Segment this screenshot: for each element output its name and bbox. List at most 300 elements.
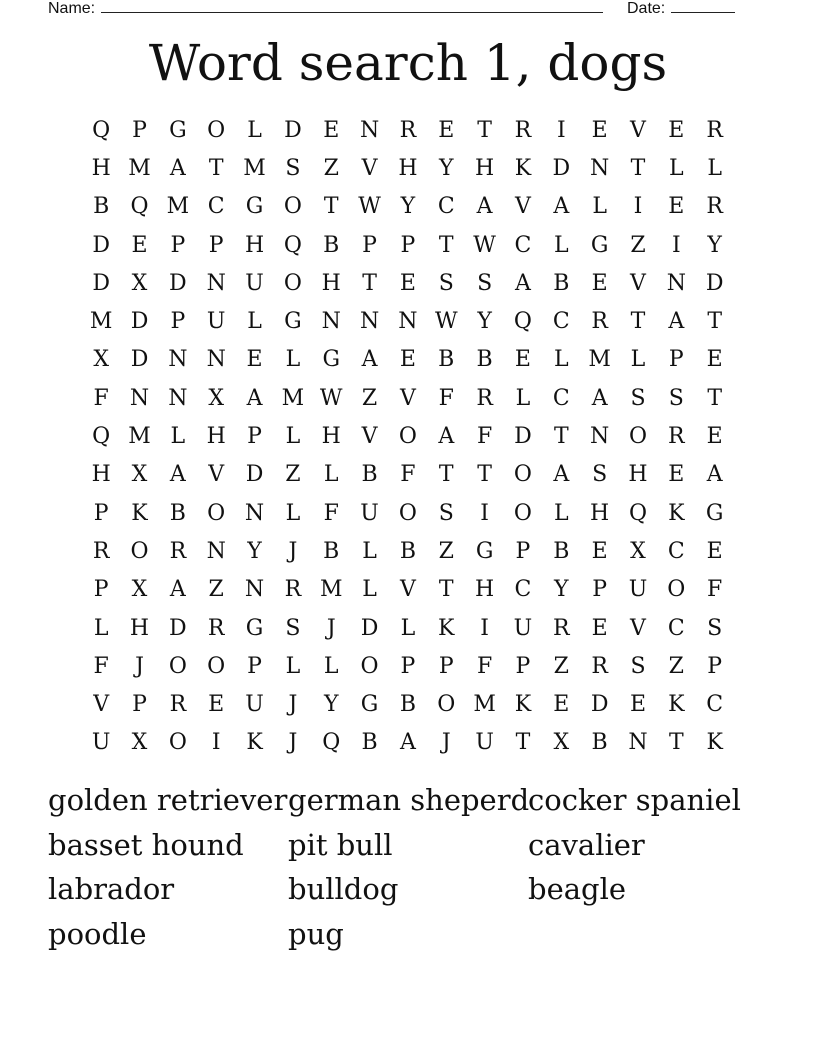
date-label: Date: — [627, 0, 666, 17]
grid-letter: A — [438, 424, 455, 450]
grid-letter: I — [211, 730, 221, 756]
grid-letter: G — [705, 500, 724, 526]
grid-letter: T — [707, 309, 723, 335]
grid-letter: F — [476, 424, 493, 450]
grid-letter: E — [706, 538, 723, 564]
grid-letter: V — [630, 117, 646, 143]
grid-letter: Q — [92, 424, 111, 450]
grid-letter: P — [247, 653, 262, 679]
grid-letter: U — [628, 577, 648, 603]
grid-letter: E — [131, 232, 148, 258]
grid-letter: Z — [630, 232, 646, 258]
name-label: Name: — [48, 0, 96, 17]
grid-letter: H — [590, 500, 610, 526]
grid-letter: R — [514, 117, 532, 143]
grid-letter: R — [399, 117, 417, 143]
grid-letter: L — [285, 424, 301, 450]
grid-letter: N — [244, 577, 265, 603]
grid-letter: E — [629, 692, 647, 718]
grid-letter: M — [128, 155, 151, 181]
grid-letter: A — [591, 385, 608, 411]
grid-letter: J — [135, 653, 144, 679]
grid-letter: I — [480, 500, 489, 526]
grid-letter: O — [437, 692, 456, 718]
grid-letter: K — [514, 155, 532, 181]
grid-letter: A — [361, 347, 378, 373]
grid-letter: Q — [628, 500, 647, 526]
grid-letter: S — [630, 653, 646, 679]
grid-letter: P — [400, 232, 416, 258]
grid-letter: X — [553, 730, 570, 756]
grid-letter: S — [285, 615, 301, 641]
grid-letter: T — [323, 194, 339, 220]
grid-letter: X — [93, 347, 109, 373]
grid-letter: B — [553, 270, 570, 296]
grid-letter: B — [361, 462, 378, 488]
grid-letter: V — [208, 462, 225, 488]
grid-letter: Z — [438, 538, 454, 564]
grid-letter: T — [208, 155, 224, 181]
grid-letter: B — [399, 692, 416, 718]
grid-letter: P — [438, 653, 454, 679]
grid-letter: E — [668, 117, 685, 143]
grid-letter: A — [399, 730, 416, 756]
grid-letter: Y — [554, 577, 569, 603]
grid-letter: B — [438, 347, 455, 373]
grid-letter: J — [288, 730, 298, 756]
grid-letter: O — [283, 270, 302, 296]
grid-letter: M — [319, 577, 343, 603]
grid-letter: W — [358, 194, 381, 220]
grid-letter: L — [247, 117, 262, 143]
grid-letter: P — [515, 653, 531, 679]
grid-letter: G — [322, 347, 341, 373]
grid-letter: A — [246, 385, 263, 411]
grid-letter: E — [399, 270, 416, 296]
grid-letter: D — [705, 270, 724, 296]
grid-letter: N — [398, 309, 418, 335]
grid-letter: K — [131, 500, 148, 526]
grid-letter: P — [132, 692, 147, 718]
grid-letter: U — [206, 309, 226, 335]
grid-letter: B — [93, 194, 110, 220]
grid-letter: I — [480, 615, 489, 641]
grid-letter: R — [92, 538, 110, 564]
grid-letter: H — [628, 462, 648, 488]
grid-letter: N — [129, 385, 150, 411]
grid-letter: D — [92, 270, 110, 296]
grid-letter: B — [591, 730, 608, 756]
grid-letter: O — [398, 424, 417, 450]
grid-letter: A — [553, 194, 570, 220]
grid-letter: H — [91, 462, 111, 488]
grid-letter: Q — [283, 232, 302, 258]
grid-letter: N — [244, 500, 265, 526]
grid-letter: P — [362, 232, 377, 258]
grid-letter: Y — [439, 155, 454, 181]
grid-letter: L — [515, 385, 531, 411]
grid-letter: P — [208, 232, 224, 258]
grid-letter: J — [288, 538, 298, 564]
word-list-item: golden retriever — [48, 783, 288, 817]
grid-letter: T — [630, 155, 646, 181]
grid-letter: V — [515, 194, 531, 220]
grid-letter: T — [438, 462, 454, 488]
grid-letter: K — [668, 692, 685, 718]
grid-letter: L — [669, 155, 684, 181]
grid-letter: P — [170, 232, 186, 258]
grid-letter: R — [668, 424, 685, 450]
date-field[interactable] — [627, 0, 735, 18]
grid-letter: B — [399, 538, 416, 564]
grid-letter: D — [130, 347, 149, 373]
grid-letter: B — [323, 538, 340, 564]
grid-letter: L — [323, 462, 339, 488]
grid-letter: L — [170, 424, 186, 450]
grid-letter: H — [91, 155, 111, 181]
grid-letter: T — [515, 730, 531, 756]
grid-letter: M — [128, 424, 151, 450]
grid-letter: F — [476, 653, 493, 679]
name-blank-line[interactable] — [101, 0, 603, 13]
grid-letter: L — [400, 615, 416, 641]
grid-letter: F — [438, 385, 454, 411]
word-list-item: poodle — [48, 916, 147, 951]
grid-letter: D — [92, 232, 110, 258]
word-list-item: pit bull — [288, 827, 393, 862]
grid-letter: V — [399, 385, 416, 411]
grid-letter: D — [169, 270, 187, 296]
grid-letter: T — [477, 462, 492, 488]
word-list-item: basset hound — [48, 827, 244, 862]
grid-letter: X — [208, 385, 225, 411]
grid-letter: R — [706, 194, 723, 220]
grid-letter: A — [515, 270, 531, 296]
grid-letter: S — [438, 500, 454, 526]
grid-letter: D — [552, 155, 571, 181]
grid-letter: H — [244, 232, 265, 258]
grid-letter: G — [245, 194, 264, 220]
grid-letter: C — [706, 692, 724, 718]
word-list — [48, 778, 768, 956]
grid-letter: E — [706, 347, 723, 373]
word-list-item: bulldog — [288, 872, 399, 906]
worksheet-header — [0, 0, 816, 22]
grid-letter: G — [475, 538, 494, 564]
grid-letter: Q — [130, 194, 149, 220]
grid-letter: P — [668, 347, 684, 373]
grid-letter: P — [247, 424, 262, 450]
grid-letter: O — [168, 653, 187, 679]
grid-letter: R — [553, 615, 570, 641]
grid-letter: X — [131, 462, 148, 488]
grid-letter: D — [284, 117, 302, 143]
grid-letter: A — [169, 155, 186, 181]
grid-letter: H — [321, 424, 341, 450]
grid-letter: Z — [285, 462, 301, 488]
grid-letter: O — [360, 653, 379, 679]
grid-letter: G — [590, 232, 609, 258]
grid-letter: A — [706, 462, 723, 488]
grid-letter: A — [553, 462, 570, 488]
word-list-item: cocker spaniel — [528, 783, 741, 817]
grid-letter: V — [93, 692, 110, 718]
grid-letter: E — [591, 117, 608, 143]
date-blank-line[interactable] — [671, 0, 735, 13]
grid-letter: B — [361, 730, 378, 756]
grid-letter: N — [359, 117, 380, 143]
grid-letter: P — [170, 309, 186, 335]
grid-letter: N — [590, 155, 610, 181]
grid-letter: L — [93, 615, 109, 641]
grid-letter: F — [707, 577, 723, 603]
grid-letter: P — [93, 577, 109, 603]
grid-letter: T — [362, 270, 377, 296]
grid-letter: V — [361, 424, 378, 450]
grid-letter: T — [438, 577, 454, 603]
grid-letter: H — [321, 270, 341, 296]
grid-letter: A — [476, 194, 493, 220]
grid-letter: L — [362, 577, 377, 603]
grid-letter: P — [707, 653, 723, 679]
word-list-item: labrador — [48, 872, 175, 906]
grid-letter: C — [514, 577, 532, 603]
grid-letter: X — [131, 577, 148, 603]
grid-letter: Z — [208, 577, 224, 603]
grid-letter: Z — [553, 653, 569, 679]
grid-letter: M — [89, 309, 113, 335]
grid-letter: E — [706, 424, 723, 450]
grid-letter: R — [476, 385, 493, 411]
grid-letter: A — [169, 462, 186, 488]
grid-letter: C — [667, 538, 685, 564]
grid-letter: N — [206, 270, 226, 296]
grid-letter: O — [628, 424, 647, 450]
grid-letter: Y — [400, 194, 416, 220]
grid-letter: R — [169, 538, 187, 564]
grid-letter: F — [93, 385, 109, 411]
grid-letter: M — [473, 692, 496, 718]
grid-letter: S — [668, 385, 684, 411]
grid-letter: F — [400, 462, 416, 488]
name-field[interactable] — [48, 0, 603, 18]
grid-letter: D — [130, 309, 149, 335]
grid-letter: G — [360, 692, 379, 718]
grid-letter: R — [284, 577, 302, 603]
grid-letter: C — [437, 194, 455, 220]
grid-letter: E — [514, 347, 531, 373]
grid-letter: L — [285, 347, 301, 373]
grid-letter: J — [326, 615, 336, 641]
grid-letter: R — [591, 653, 608, 679]
grid-letter: S — [630, 385, 646, 411]
grid-letter: O — [168, 730, 187, 756]
grid-letter: G — [169, 117, 187, 143]
grid-letter: U — [91, 730, 111, 756]
grid-letter: L — [592, 194, 607, 220]
grid-letter: H — [475, 155, 495, 181]
grid-letter: P — [400, 653, 416, 679]
grid-letter: E — [591, 615, 608, 641]
grid-letter: U — [513, 615, 533, 641]
grid-letter: H — [129, 615, 150, 641]
grid-letter: P — [93, 500, 109, 526]
grid-letter: B — [323, 232, 340, 258]
grid-letter: Y — [247, 538, 262, 564]
grid-letter: W — [434, 309, 458, 335]
grid-letter: X — [131, 730, 148, 756]
grid-letter: Y — [323, 692, 339, 718]
word-list-item: pug — [288, 916, 344, 951]
grid-letter: I — [633, 194, 643, 220]
grid-letter: B — [553, 538, 570, 564]
grid-letter: M — [281, 385, 305, 411]
grid-letter: N — [206, 538, 226, 564]
word-list-item: beagle — [528, 872, 627, 906]
grid-letter: P — [132, 117, 147, 143]
grid-letter: E — [246, 347, 263, 373]
grid-letter: S — [285, 155, 301, 181]
grid-letter: L — [553, 347, 569, 373]
grid-letter: K — [514, 692, 532, 718]
grid-letter: I — [556, 117, 566, 143]
grid-letter: L — [707, 155, 722, 181]
grid-letter: L — [285, 653, 301, 679]
grid-letter: O — [513, 500, 532, 526]
grid-letter: L — [323, 653, 339, 679]
grid-letter: E — [438, 117, 455, 143]
grid-letter: J — [288, 692, 298, 718]
grid-letter: N — [168, 385, 188, 411]
grid-letter: B — [476, 347, 493, 373]
grid-letter: Q — [322, 730, 341, 756]
grid-letter: O — [207, 117, 226, 143]
grid-letter: H — [398, 155, 418, 181]
grid-letter: Y — [707, 232, 722, 258]
grid-letter: O — [207, 653, 226, 679]
grid-letter: N — [206, 347, 226, 373]
grid-letter: U — [475, 730, 494, 756]
grid-letter: N — [168, 347, 188, 373]
grid-letter: E — [668, 194, 685, 220]
grid-letter: S — [477, 270, 493, 296]
grid-letter: F — [93, 653, 109, 679]
page-title: Word search 1, dogs — [148, 34, 668, 92]
grid-letter: K — [706, 730, 723, 756]
grid-letter: X — [131, 270, 148, 296]
grid-letter: Z — [323, 155, 339, 181]
grid-letter: R — [169, 692, 187, 718]
grid-letter: N — [628, 730, 648, 756]
grid-letter: M — [588, 347, 611, 373]
grid-letter: C — [207, 194, 225, 220]
grid-letter: E — [399, 347, 416, 373]
grid-letter: C — [667, 615, 685, 641]
grid-letter: P — [592, 577, 608, 603]
grid-letter: F — [323, 500, 339, 526]
grid-letter: X — [630, 538, 646, 564]
grid-letter: B — [169, 500, 186, 526]
grid-letter: C — [514, 232, 532, 258]
grid-letter: O — [398, 500, 417, 526]
grid-letter: E — [323, 117, 340, 143]
grid-letter: T — [630, 309, 646, 335]
grid-letter: D — [590, 692, 609, 718]
letter-grid — [82, 111, 734, 762]
grid-letter: G — [245, 615, 264, 641]
grid-letter: O — [513, 462, 532, 488]
grid-letter: Z — [361, 385, 378, 411]
grid-letter: O — [130, 538, 149, 564]
grid-letter: E — [591, 270, 608, 296]
grid-letter: W — [473, 232, 496, 258]
grid-letter: P — [515, 538, 531, 564]
grid-letter: T — [707, 385, 723, 411]
grid-letter: N — [590, 424, 610, 450]
grid-letter: O — [667, 577, 686, 603]
grid-letter: M — [166, 194, 190, 220]
grid-letter: M — [243, 155, 266, 181]
grid-letter: Y — [477, 309, 492, 335]
grid-letter: E — [668, 462, 685, 488]
grid-letter: D — [169, 615, 187, 641]
grid-letter: L — [247, 309, 262, 335]
grid-letter: V — [361, 155, 378, 181]
grid-letter: L — [553, 232, 569, 258]
grid-letter: L — [553, 500, 569, 526]
grid-letter: U — [360, 500, 379, 526]
grid-letter: E — [591, 538, 608, 564]
grid-letter: T — [438, 232, 454, 258]
grid-letter: D — [360, 615, 379, 641]
grid-letter: H — [475, 577, 495, 603]
grid-letter: H — [206, 424, 226, 450]
grid-letter: L — [362, 538, 377, 564]
grid-letter: S — [707, 615, 723, 641]
grid-letter: J — [441, 730, 451, 756]
grid-letter: C — [552, 309, 570, 335]
grid-letter: K — [668, 500, 685, 526]
grid-letter: C — [552, 385, 570, 411]
grid-letter: R — [706, 117, 723, 143]
grid-letter: E — [208, 692, 225, 718]
grid-letter: O — [207, 500, 226, 526]
grid-letter: A — [169, 577, 186, 603]
grid-letter: L — [630, 347, 646, 373]
grid-letter: U — [245, 692, 264, 718]
grid-letter: L — [285, 500, 301, 526]
grid-letter: V — [630, 270, 646, 296]
grid-letter: Q — [92, 117, 111, 143]
grid-letter: R — [591, 309, 608, 335]
grid-letter: D — [514, 424, 532, 450]
grid-letter: V — [399, 577, 416, 603]
word-list-item: german sheperd — [288, 783, 530, 817]
grid-letter: U — [245, 270, 264, 296]
grid-letter: N — [359, 309, 380, 335]
grid-letter: V — [630, 615, 646, 641]
grid-letter: G — [284, 309, 302, 335]
grid-letter: N — [666, 270, 686, 296]
grid-letter: T — [553, 424, 569, 450]
grid-letter: N — [321, 309, 341, 335]
grid-letter: T — [477, 117, 492, 143]
grid-letter: R — [207, 615, 225, 641]
grid-letter: Q — [513, 309, 532, 335]
grid-letter: Z — [668, 653, 684, 679]
grid-letter: A — [668, 309, 685, 335]
grid-letter: S — [592, 462, 608, 488]
